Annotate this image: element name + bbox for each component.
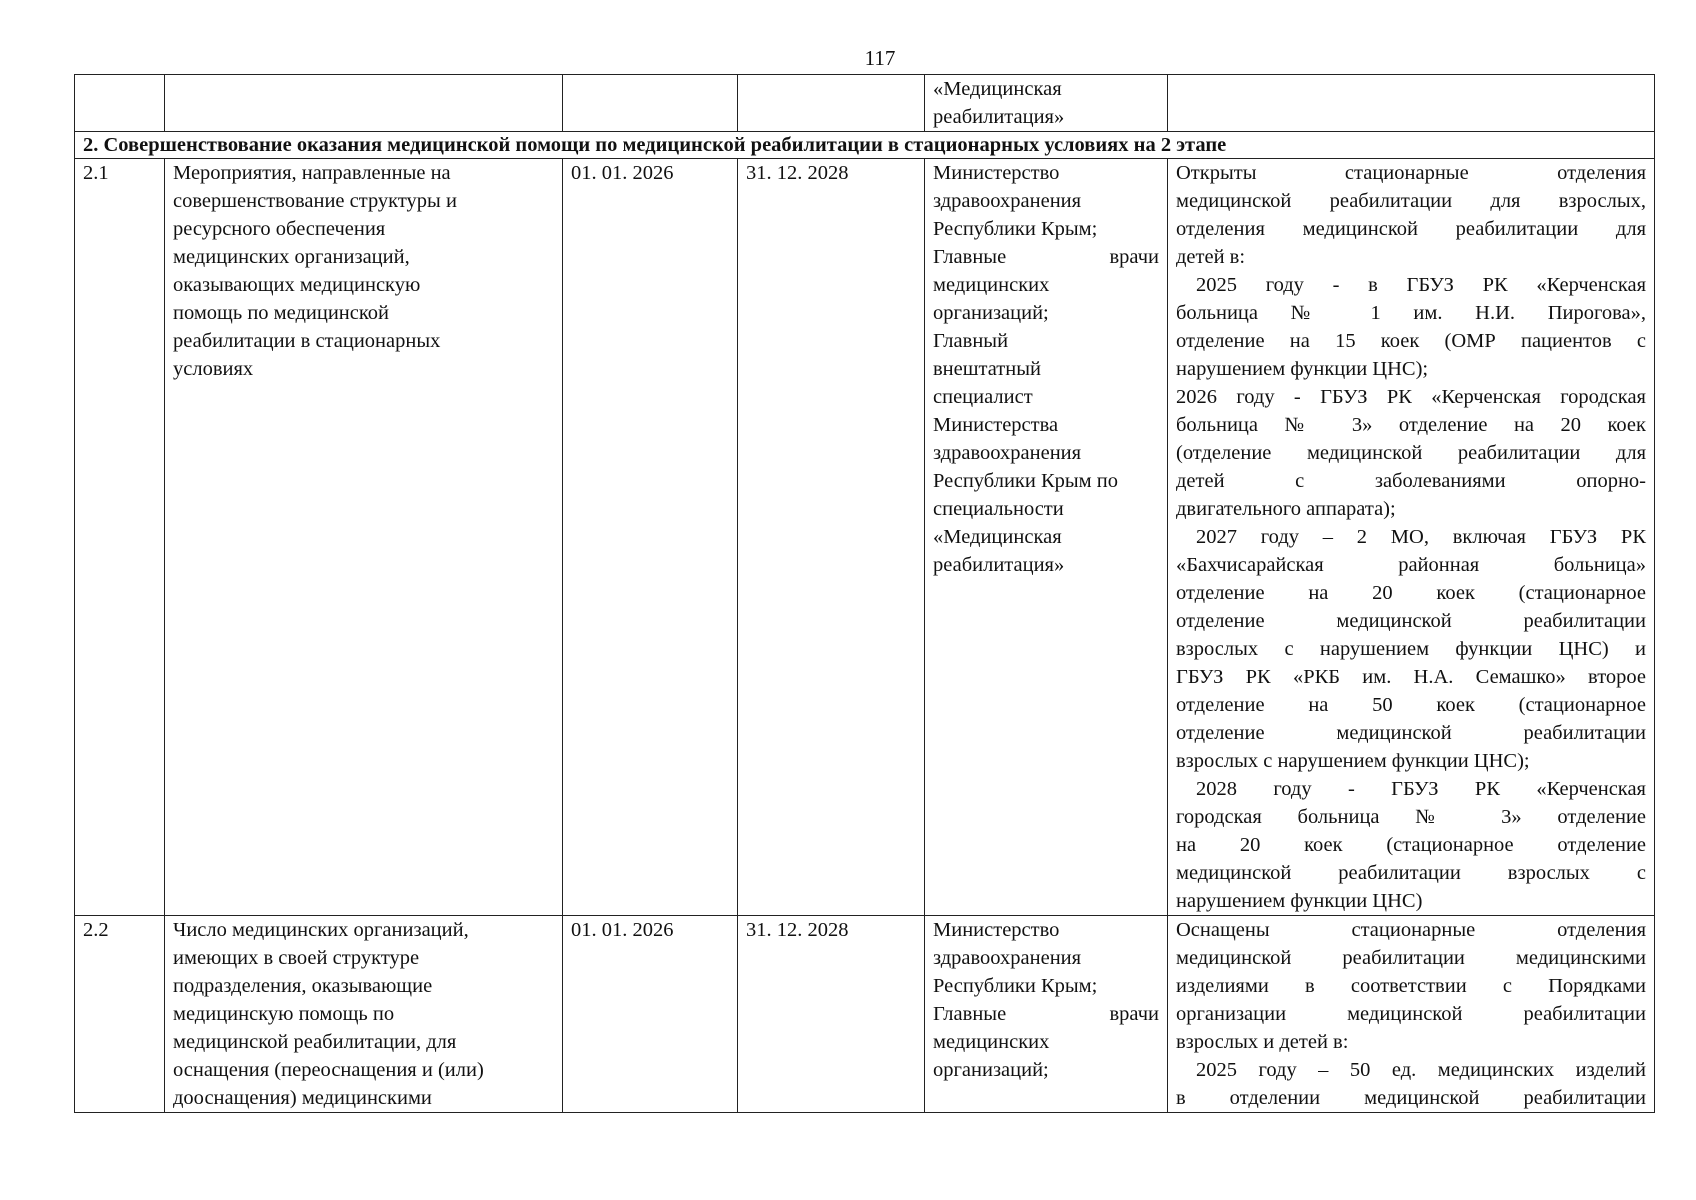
text-line: детей в: bbox=[1176, 246, 1246, 268]
text-line: (отделение медицинской реабилитации для bbox=[1176, 442, 1646, 464]
text-line: 2025 году – 50 ед. медицинских изделий bbox=[1196, 1059, 1646, 1081]
table-row-2-2 bbox=[75, 916, 1655, 1113]
text-line: взрослых с нарушением функции ЦНС) и bbox=[1176, 638, 1646, 660]
text-line: ресурсного обеспечения bbox=[173, 218, 386, 240]
text-line: медицинских организаций, bbox=[173, 246, 410, 268]
text-line: Число медицинских организаций, bbox=[173, 919, 469, 941]
cell-number: 2.2 bbox=[75, 916, 165, 1113]
text-line: организаций; bbox=[933, 302, 1049, 324]
text-line: отделения медицинской реабилитации для bbox=[1176, 218, 1646, 240]
text-line: условиях bbox=[173, 358, 254, 380]
text-line: нарушением функции ЦНС); bbox=[1176, 358, 1429, 380]
text-line: медицинской реабилитации взрослых с bbox=[1176, 862, 1646, 884]
text-line: реабилитация» bbox=[933, 106, 1065, 128]
text-line: организации медицинской реабилитации bbox=[1176, 1003, 1646, 1025]
text-line: городская больница № 3» отделение bbox=[1176, 806, 1646, 828]
text-line: помощь по медицинской bbox=[173, 302, 390, 324]
text-line: организаций; bbox=[933, 1059, 1049, 1081]
text-line: медицинских bbox=[933, 274, 1050, 296]
cell-name bbox=[165, 916, 563, 1113]
text-line: отделение на 15 коек (ОМР пациентов с bbox=[1176, 330, 1646, 352]
text-line: Главные врачи bbox=[933, 246, 1159, 268]
cell-executor bbox=[925, 916, 1168, 1113]
text-line: внештатный bbox=[933, 358, 1041, 380]
cell-name bbox=[165, 75, 563, 132]
text-line: двигательного аппарата); bbox=[1176, 498, 1396, 520]
text-line: взрослых с нарушением функции ЦНС); bbox=[1176, 750, 1530, 772]
text-line: здравоохранения bbox=[933, 442, 1082, 464]
text-line: оснащения (переоснащения и (или) bbox=[173, 1059, 484, 1081]
text-line: Мероприятия, направленные на bbox=[173, 162, 451, 184]
cell-start-date: 01. 01. 2026 bbox=[563, 159, 738, 916]
cell-end-date: 31. 12. 2028 bbox=[738, 159, 925, 916]
text-line: «Медицинская bbox=[933, 78, 1062, 100]
text-line: Министерство bbox=[933, 162, 1060, 184]
cell-executor bbox=[925, 159, 1168, 916]
cell-result bbox=[1168, 75, 1655, 132]
text-line: больница № 3» отделение на 20 коек bbox=[1176, 414, 1646, 436]
text-line: здравоохранения bbox=[933, 947, 1082, 969]
text-line: имеющих в своей структуре bbox=[173, 947, 420, 969]
text-line: в отделении медицинской реабилитации bbox=[1176, 1087, 1646, 1109]
cell-result bbox=[1168, 916, 1655, 1113]
text-line: больница № 1 им. Н.И. Пирогова», bbox=[1176, 302, 1646, 324]
text-line: реабилитация» bbox=[933, 554, 1065, 576]
text-line: специалист bbox=[933, 386, 1033, 408]
text-line: детей с заболеваниями опорно- bbox=[1176, 470, 1646, 492]
text-line: 2028 году - ГБУЗ РК «Керченская bbox=[1196, 778, 1646, 800]
text-line: Открыты стационарные отделения bbox=[1176, 162, 1646, 184]
text-line: 2026 году - ГБУЗ РК «Керченская городская bbox=[1176, 386, 1646, 408]
text-line: реабилитации в стационарных bbox=[173, 330, 441, 352]
text-line: совершенствование структуры и bbox=[173, 190, 457, 212]
text-line: Республики Крым; bbox=[933, 218, 1098, 240]
table-row-continuation bbox=[75, 75, 1655, 132]
page-number: 117 bbox=[864, 46, 896, 70]
text-line: специальности bbox=[933, 498, 1064, 520]
text-line: Главные врачи bbox=[933, 1003, 1159, 1025]
table-row-2-1 bbox=[75, 159, 1655, 916]
text-line: Республики Крым по bbox=[933, 470, 1118, 492]
text-line: отделение медицинской реабилитации bbox=[1176, 722, 1646, 744]
text-line: отделение на 50 коек (стационарное bbox=[1176, 694, 1646, 716]
text-line: 2025 году - в ГБУЗ РК «Керченская bbox=[1196, 274, 1646, 296]
cell-end-date: 31. 12. 2028 bbox=[738, 916, 925, 1113]
text-line: отделение на 20 коек (стационарное bbox=[1176, 582, 1646, 604]
text-line: изделиями в соответствии с Порядками bbox=[1176, 975, 1646, 997]
text-line: Министерство bbox=[933, 919, 1060, 941]
text-line: Оснащены стационарные отделения bbox=[1176, 919, 1646, 941]
text-line: ГБУЗ РК «РКБ им. Н.А. Семашко» второе bbox=[1176, 666, 1646, 688]
cell-start bbox=[563, 75, 738, 132]
text-line: на 20 коек (стационарное отделение bbox=[1176, 834, 1646, 856]
text-line: Главный bbox=[933, 330, 1009, 352]
text-line: нарушением функции ЦНС) bbox=[1176, 890, 1423, 912]
cell-result bbox=[1168, 159, 1655, 916]
text-line: здравоохранения bbox=[933, 190, 1082, 212]
cell-name bbox=[165, 159, 563, 916]
text-line: медицинских bbox=[933, 1031, 1050, 1053]
text-line: Республики Крым; bbox=[933, 975, 1098, 997]
cell-number: 2.1 bbox=[75, 159, 165, 916]
text-line: оказывающих медицинскую bbox=[173, 274, 421, 296]
cell-start-date: 01. 01. 2026 bbox=[563, 916, 738, 1113]
section-heading: 2. Совершенствование оказания медицинской помощи по медицинской реабилитации в стационарных условиях на 2 этапе bbox=[75, 132, 1655, 159]
text-line: дооснащения) медицинскими bbox=[173, 1087, 432, 1109]
text-line: медицинскую помощь по bbox=[173, 1003, 395, 1025]
text-line: 2027 году – 2 МО, включая ГБУЗ РК bbox=[1196, 526, 1646, 548]
text-line: «Медицинская bbox=[933, 526, 1062, 548]
text-line: подразделения, оказывающие bbox=[173, 975, 433, 997]
cell-end bbox=[738, 75, 925, 132]
text-line: отделение медицинской реабилитации bbox=[1176, 610, 1646, 632]
text-line: медицинской реабилитации медицинскими bbox=[1176, 947, 1646, 969]
section-heading-row bbox=[75, 132, 1655, 159]
text-line: медицинской реабилитации, для bbox=[173, 1031, 457, 1053]
text-line: взрослых и детей в: bbox=[1176, 1031, 1349, 1053]
plan-table bbox=[74, 74, 1655, 1113]
cell-number bbox=[75, 75, 165, 132]
text-line: «Бахчисарайская районная больница» bbox=[1176, 554, 1646, 576]
text-line: медицинской реабилитации для взрослых, bbox=[1176, 190, 1646, 212]
text-line: Министерства bbox=[933, 414, 1059, 436]
cell-executor bbox=[925, 75, 1168, 132]
